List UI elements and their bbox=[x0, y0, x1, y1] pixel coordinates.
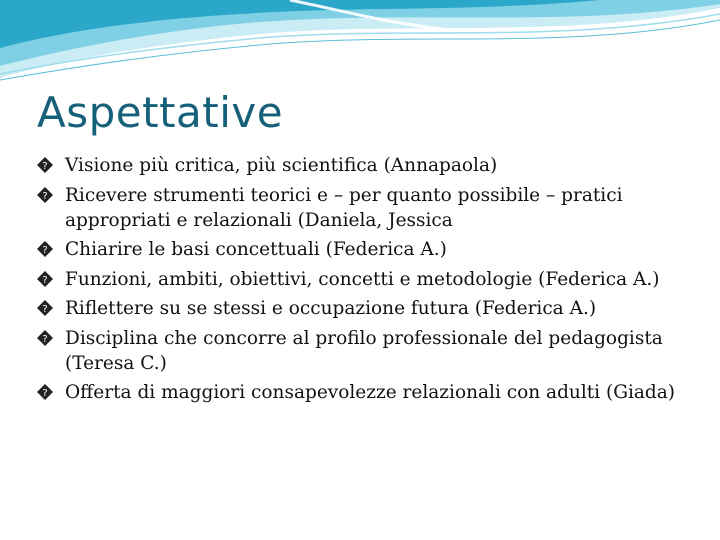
svg-text:?: ? bbox=[42, 388, 48, 399]
replacement-character-icon bbox=[36, 383, 54, 401]
bullet-text: Ricevere strumenti teorici e – per quanto possibile – pratici appropriati e relazionali (Daniela, Jessica bbox=[65, 184, 623, 231]
bullet-text: Chiarire le basi concettuali (Federica A.) bbox=[65, 239, 447, 260]
replacement-character-icon bbox=[36, 186, 54, 204]
svg-text:?: ? bbox=[42, 333, 48, 345]
bullet-item bbox=[36, 380, 696, 405]
replacement-character-icon bbox=[36, 299, 54, 317]
svg-text:?: ? bbox=[42, 245, 48, 256]
replacement-character-icon bbox=[36, 240, 54, 258]
replacement-character-icon bbox=[36, 156, 54, 174]
bullet-text: Riflettere su se stessi e occupazione futura (Federica A.) bbox=[65, 298, 597, 319]
bullet-text: Disciplina che concorre al profilo professionale del pedagogista (Teresa C.) bbox=[65, 327, 663, 374]
bullet-item bbox=[36, 296, 696, 321]
svg-text:?: ? bbox=[42, 304, 48, 315]
bullet-item bbox=[36, 183, 696, 233]
svg-text:?: ? bbox=[42, 190, 48, 202]
bullet-list bbox=[36, 153, 696, 410]
bullet-item bbox=[36, 237, 696, 262]
bullet-text: Visione più critica, più scientifica (Annapaola) bbox=[65, 155, 498, 176]
replacement-character-icon bbox=[36, 270, 54, 288]
slide-title: Aspettative bbox=[37, 88, 284, 137]
replacement-character-icon bbox=[36, 329, 54, 347]
bullet-text: Offerta di maggiori consapevolezze relazionali con adulti (Giada) bbox=[65, 382, 676, 403]
bullet-item bbox=[36, 326, 696, 376]
bullet-text: Funzioni, ambiti, obiettivi, concetti e metodologie (Federica A.) bbox=[65, 268, 660, 290]
svg-text:?: ? bbox=[42, 274, 48, 286]
svg-text:?: ? bbox=[42, 161, 48, 172]
header-wave-decoration bbox=[0, 0, 720, 90]
bullet-item bbox=[36, 153, 696, 178]
bullet-item bbox=[36, 267, 696, 292]
